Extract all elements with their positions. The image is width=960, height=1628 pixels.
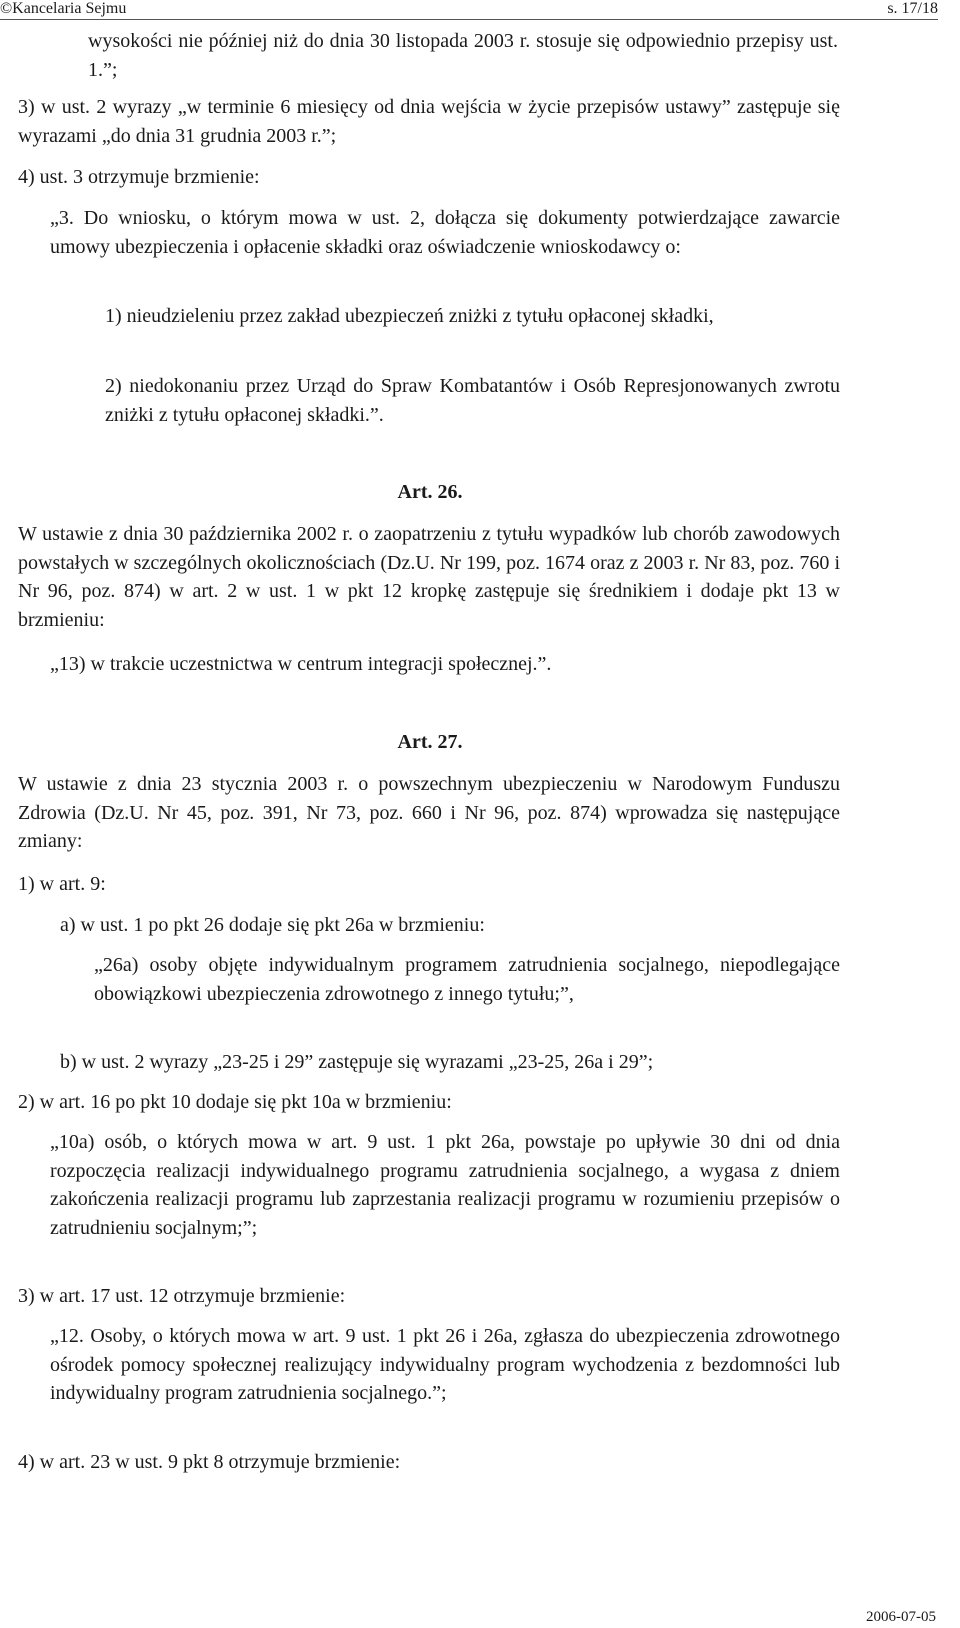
document-date: 2006-07-05	[866, 1609, 936, 1625]
article-27-item-1: 1) w art. 9:	[18, 873, 106, 895]
subpoint-2: 2) niedokonaniu przez Urząd do Spraw Kombatantów i Osób Represjonowanych zwrotu zniżki z tytułu opłaconej składki.”.	[105, 375, 840, 426]
paragraph-continuation: wysokości nie później niż do dnia 30 listopada 2003 r. stosuje się odpowiednio przepisy ust. 1.”;	[88, 30, 838, 81]
article-26-text: W ustawie z dnia 30 października 2002 r. o zaopatrzeniu z tytułu wypadków lub chorób zawodowych powstałych w szczególnych okolicznościach (Dz.U. Nr 199, poz. 1674 oraz z 2003 r. Nr 83, poz. 760 i Nr 96, poz. 874) w art. 2 w ust. 1 w pkt 12 kropkę zastępuje się średnikiem i dodaje pkt 13 w brzmieniu:	[18, 523, 840, 631]
article-27-item-1a-quote: „26a) osoby objęte indywidualnym programem zatrudnienia socjalnego, niepodlegające obowiązkowi ubezpieczenia zdrowotnego z innego tytułu;”,	[94, 954, 840, 1005]
header-divider	[0, 19, 938, 20]
article-27-item-3: 3) w art. 17 ust. 12 otrzymuje brzmienie:	[18, 1285, 346, 1307]
subpoint-1: 1) nieudzieleniu przez zakład ubezpieczeń zniżki z tytułu opłaconej składki,	[105, 305, 714, 327]
article-27-item-3-quote: „12. Osoby, o których mowa w art. 9 ust. 1 pkt 26 i 26a, zgłasza do ubezpieczenia zdrowotnego ośrodek pomocy społecznej realizujący indywidualny program wychodzenia z bezdomności lub indywidualny program zatrudnienia socjalnego.”;	[50, 1325, 840, 1404]
list-item-3: 3) w ust. 2 wyrazy „w terminie 6 miesięcy od dnia wejścia w życie przepisów ustawy” zastępuje się wyrazami „do dnia 31 grudnia 2003 r.”;	[18, 96, 840, 147]
article-26-heading: Art. 26.	[397, 481, 463, 503]
page-number: s. 17/18	[887, 0, 938, 17]
article-27-text: W ustawie z dnia 23 stycznia 2003 r. o powszechnym ubezpieczeniu w Narodowym Funduszu Zdrowia (Dz.U. Nr 45, poz. 391, Nr 73, poz. 660 i Nr 96, poz. 874) wprowadza się następujące zmiany:	[18, 773, 840, 852]
article-27-item-2: 2) w art. 16 po pkt 10 dodaje się pkt 10a w brzmieniu:	[18, 1091, 452, 1113]
header-source: ©Kancelaria Sejmu	[0, 0, 127, 17]
list-item-4: 4) ust. 3 otrzymuje brzmienie:	[18, 166, 260, 188]
article-27-item-4: 4) w art. 23 w ust. 9 pkt 8 otrzymuje brzmienie:	[18, 1451, 401, 1473]
article-27-item-1b: b) w ust. 2 wyrazy „23-25 i 29” zastępuje się wyrazami „23-25, 26a i 29”;	[60, 1051, 654, 1073]
article-27-heading: Art. 27.	[397, 731, 463, 753]
article-27-item-1a: a) w ust. 1 po pkt 26 dodaje się pkt 26a w brzmieniu:	[60, 914, 485, 936]
article-27-item-2-quote: „10a) osób, o których mowa w art. 9 ust. 1 pkt 26a, powstaje po upływie 30 dni od dnia rozpoczęcia realizacji indywidualnego programu zatrudnienia socjalnego, a wygasa z dniem zakończenia realizacji programu lub zaprzestania realizacji programu w rozumieniu przepisów o zatrudnieniu socjalnym;”;	[50, 1131, 840, 1239]
article-26-quote: „13) w trakcie uczestnictwa w centrum integracji społecznej.”.	[50, 653, 552, 675]
quoted-provision-3: „3. Do wniosku, o którym mowa w ust. 2, dołącza się dokumenty potwierdzające zawarcie umowy ubezpieczenia i opłacenie składki oraz oświadczenie wnioskodawcy o:	[50, 207, 840, 258]
